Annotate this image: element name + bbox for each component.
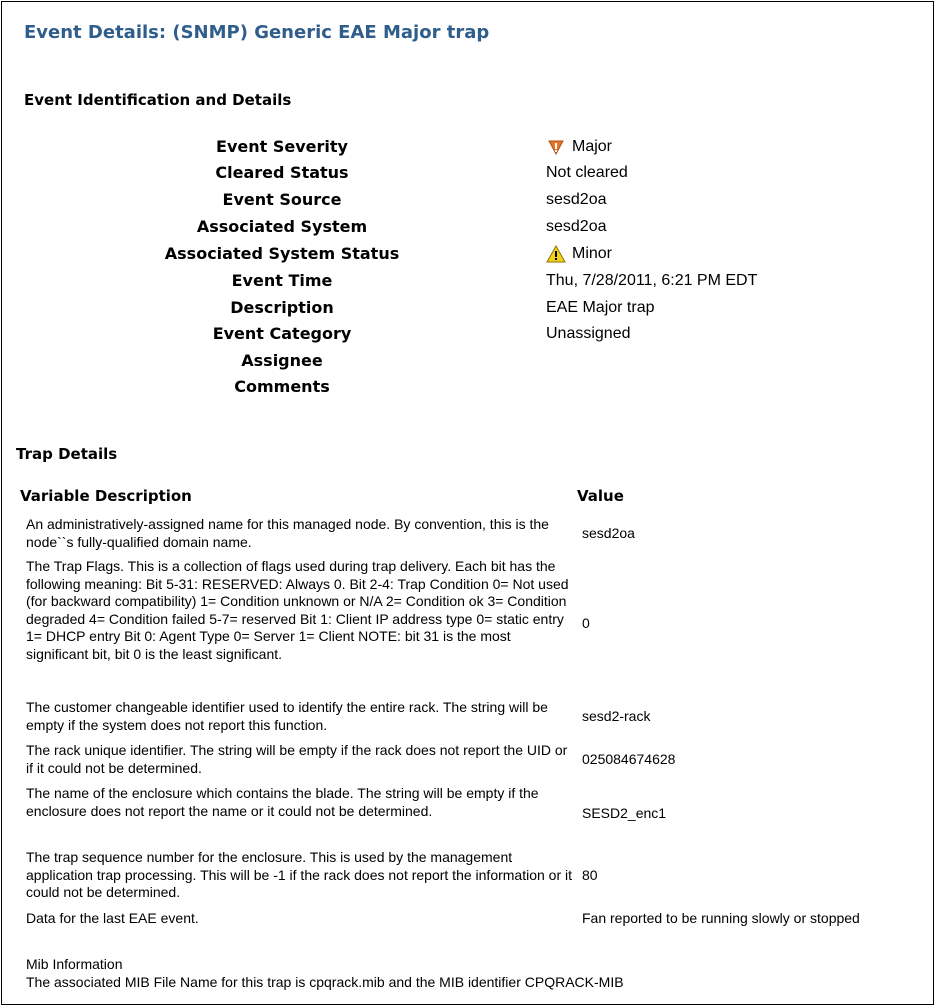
minor-warning-icon	[546, 245, 566, 263]
id-row-description	[2, 295, 935, 322]
trap-row-value: sesd2oa	[582, 525, 635, 541]
id-label: Description	[230, 298, 334, 317]
trap-row-value: sesd2-rack	[582, 708, 651, 724]
id-value	[546, 244, 612, 264]
trap-row	[2, 849, 935, 903]
id-label: Event Category	[212, 324, 352, 343]
id-label: Event Source	[222, 190, 342, 209]
trap-row-description: The customer changeable identifier used to identify the entire rack. The string will be empty if the system does not report this function.	[26, 699, 548, 733]
trap-row	[2, 558, 935, 693]
id-label: Cleared Status	[215, 163, 349, 182]
id-value	[546, 137, 612, 157]
trap-row-description: An administratively-assigned name for this managed node. By convention, this is the node``s fully-qualified domain name.	[26, 516, 549, 550]
trap-row	[2, 699, 935, 735]
id-label: Associated System Status	[164, 244, 400, 263]
id-value: Not cleared	[546, 164, 628, 181]
id-row-comments	[2, 374, 935, 401]
id-label: Assignee	[241, 351, 323, 370]
id-row-event-category	[2, 321, 935, 348]
mib-heading: Mib Information	[26, 956, 123, 972]
trap-row	[2, 785, 935, 839]
id-value: Unassigned	[546, 325, 631, 342]
identification-heading: Event Identification and Details	[24, 91, 292, 109]
trap-row-description: Data for the last EAE event.	[26, 910, 199, 926]
trap-row-description: The trap sequence number for the enclosure. This is used by the management application trap processing. This will be -1 if the rack does not report the information or it could not be determined.	[26, 849, 573, 900]
event-details-panel	[1, 1, 934, 1005]
id-label: Event Severity	[216, 137, 348, 156]
id-label: Event Time	[231, 271, 333, 290]
mib-text: The associated MIB File Name for this trap is cpqrack.mib and the MIB identifier CPQRACK-MIB	[26, 974, 624, 990]
id-label: Associated System	[196, 217, 368, 236]
major-severity-icon	[546, 138, 566, 156]
id-row-associated-system	[2, 214, 935, 241]
id-row-event-time	[2, 268, 935, 295]
trap-row	[2, 742, 935, 778]
trap-row-value: 0	[582, 615, 590, 631]
column-header-description: Variable Description	[20, 487, 192, 505]
id-value-text: Minor	[572, 245, 613, 262]
trap-row-value: SESD2_enc1	[582, 805, 667, 821]
column-header-value: Value	[577, 487, 624, 505]
id-row-cleared-status	[2, 160, 935, 187]
trap-row	[2, 910, 935, 928]
trap-row-description: The name of the enclosure which contains the blade. The string will be empty if the enclosure does not report the name or it could not be determined.	[26, 785, 539, 819]
id-value-text: Major	[572, 138, 613, 155]
id-value: sesd2oa	[546, 191, 607, 208]
trap-row-description: The Trap Flags. This is a collection of flags used during trap delivery. Each bit has the following meaning: Bit 5-31: RESERVED: Always 0. Bit 2-4: Trap Condition 0= Not used (for backward compatibility) 1= Condition unknown or N/A 2= Condition ok 3= Condition degraded 4= Condition failed 5-7= reserved Bit 1: Client IP address type 0= static entry 1= DHCP entry Bit 0: Agent Type 0= Server 1= Client NOTE: bit 31 is the most significant bit, bit 0 is the least significant.	[26, 558, 569, 662]
trap-row	[2, 516, 935, 552]
id-value: Thu, 7/28/2011, 6:21 PM EDT	[546, 272, 758, 289]
trap-details-heading: Trap Details	[16, 445, 118, 463]
id-row-event-severity	[2, 134, 935, 161]
trap-row-value: 025084674628	[582, 751, 676, 767]
trap-row-description: The rack unique identifier. The string will be empty if the rack does not report the UID or if it could not be determined.	[26, 742, 568, 776]
id-label: Comments	[234, 377, 330, 396]
mib-information	[26, 955, 624, 991]
trap-row-value: 80	[582, 867, 598, 883]
id-value: sesd2oa	[546, 218, 607, 235]
trap-row-value: Fan reported to be running slowly or stopped	[582, 910, 860, 926]
id-row-associated-system-status	[2, 241, 935, 268]
id-row-assignee	[2, 348, 935, 375]
page-title: Event Details: (SNMP) Generic EAE Major trap	[24, 22, 490, 43]
id-value: EAE Major trap	[546, 299, 655, 316]
id-row-event-source	[2, 187, 935, 214]
